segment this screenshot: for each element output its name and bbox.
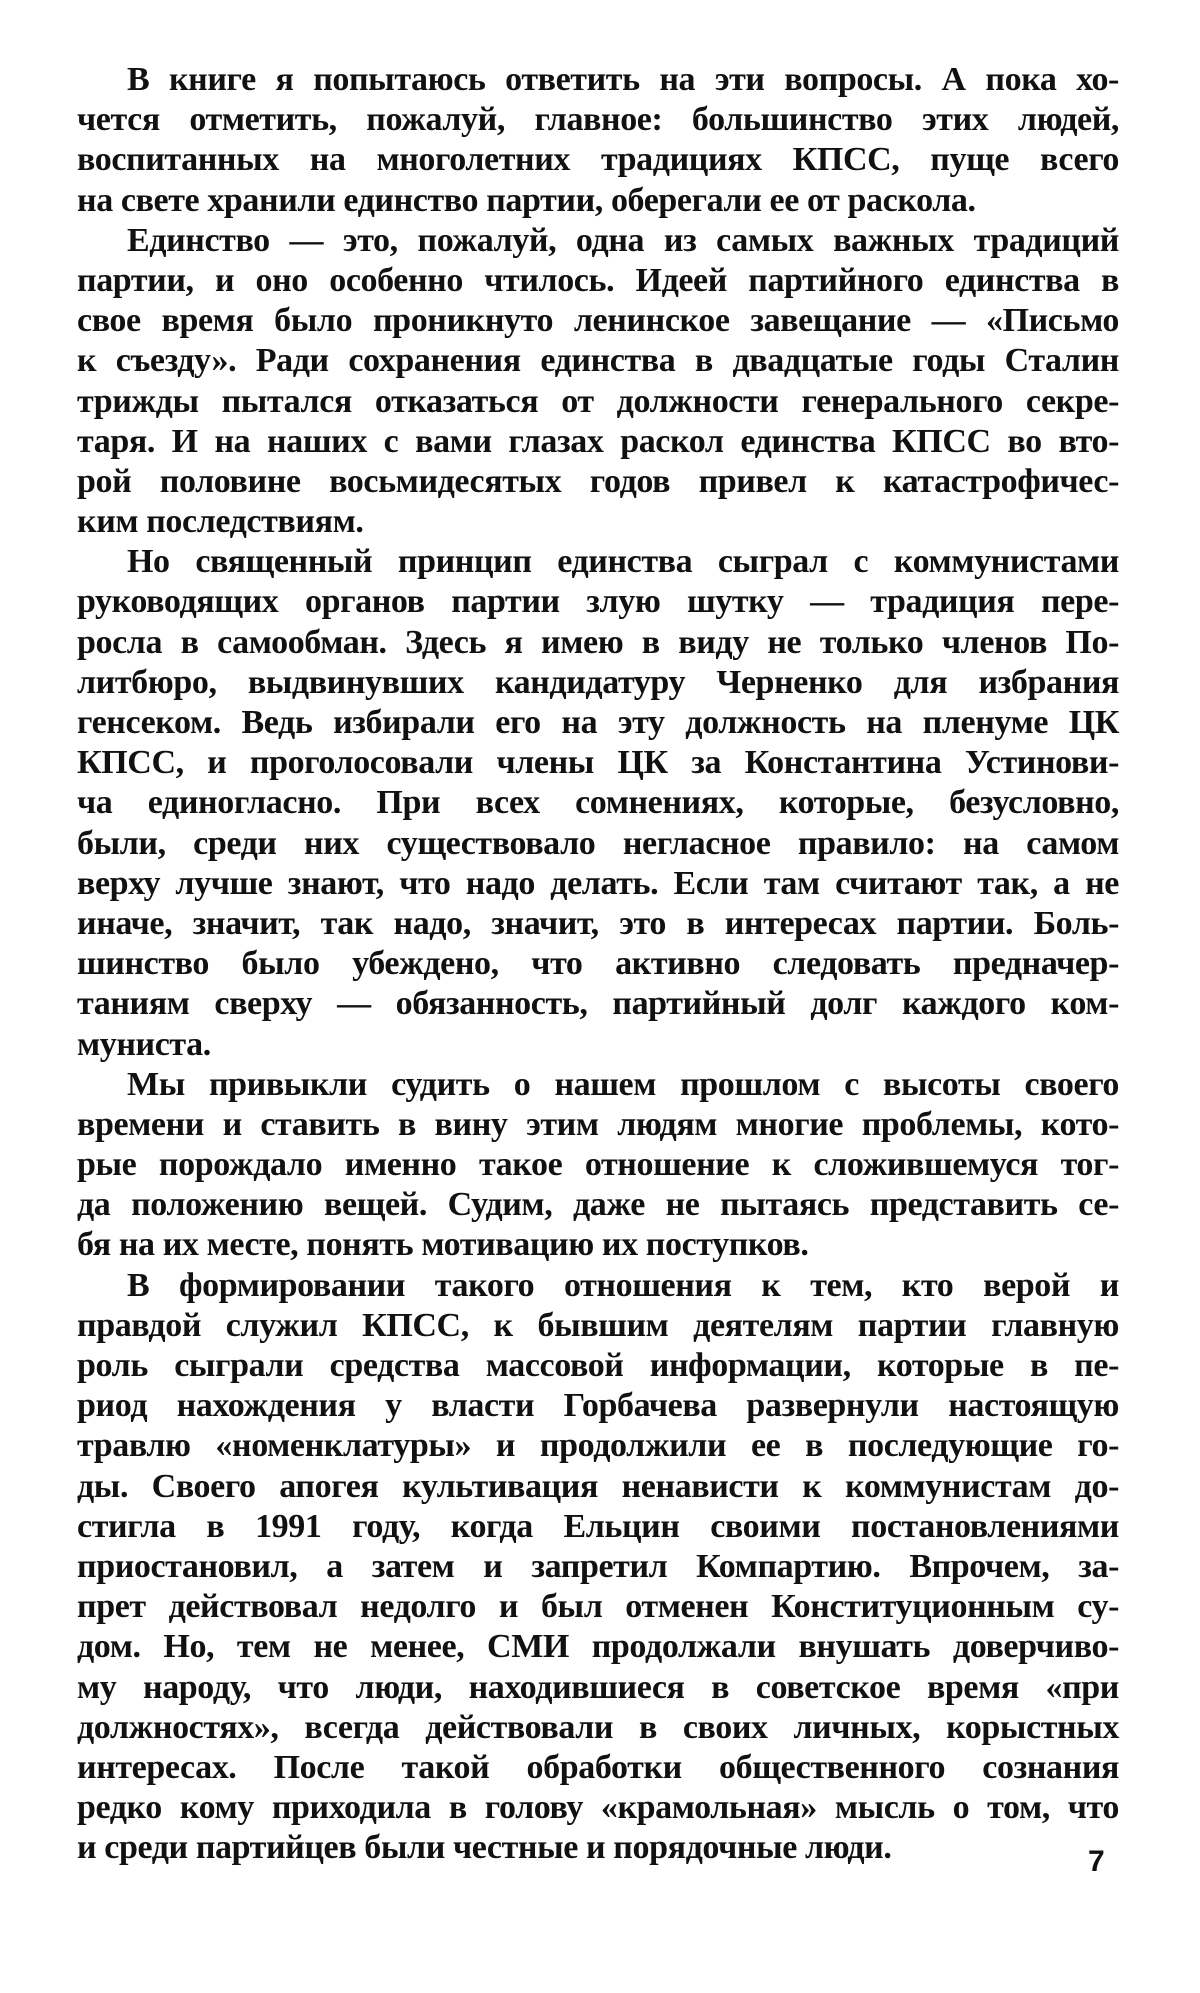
- text-line: ким последствиям.: [77, 503, 364, 541]
- text-line: шинство было убеждено, что активно следовать предначер-: [77, 945, 1119, 983]
- text-line: прет действовал недолго и был отменен Конституционным су-: [77, 1588, 1119, 1626]
- text-line: иначе, значит, так надо, значит, это в интересах партии. Боль-: [77, 904, 1119, 942]
- paragraph: [77, 1266, 1119, 1869]
- text-line: чется отметить, пожалуй, главное: большинство этих людей,: [77, 101, 1119, 139]
- text-line: должностях», всегда действовали в своих личных, корыстных: [77, 1708, 1119, 1746]
- paragraph: [77, 221, 1119, 543]
- text-line: рой половине восьмидесятых годов привел к катастрофичес-: [77, 462, 1119, 500]
- text-line: му народу, что люди, находившиеся в советское время «при: [77, 1668, 1119, 1706]
- text-line: партии, и оно особенно чтилось. Идеей партийного единства в: [77, 261, 1119, 299]
- text-line: бя на их месте, понять мотивацию их поступков.: [77, 1226, 809, 1264]
- text-line: Мы привыкли судить о нашем прошлом с высоты своего: [127, 1065, 1119, 1103]
- text-line: правдой служил КПСС, к бывшим деятелям партии главную: [77, 1306, 1119, 1344]
- text-line: трижды пытался отказаться от должности генерального секре-: [77, 382, 1119, 420]
- text-line: роль сыграли средства массовой информации, которые в пе-: [77, 1347, 1119, 1384]
- text-line: были, среди них существовало негласное правило: на самом: [77, 824, 1119, 862]
- text-line: рые порождало именно такое отношение к сложившемуся тог-: [77, 1146, 1119, 1184]
- paragraph: [77, 1065, 1119, 1266]
- text-line: на свете хранили единство партии, оберегали ее от раскола.: [77, 181, 976, 219]
- text-line: приостановил, а затем и запретил Компартию. Впрочем, за-: [77, 1547, 1119, 1585]
- text-line: литбюро, выдвинувших кандидатуру Черненко для избрания: [77, 663, 1119, 701]
- text-line: интересах. После такой обработки общественного сознания: [77, 1748, 1119, 1786]
- text-line: руководящих органов партии злую шутку — традиция пере-: [77, 583, 1119, 621]
- text-line: КПСС, и проголосовали члены ЦК за Константина Устинови-: [77, 744, 1119, 782]
- text-line: дом. Но, тем не менее, СМИ продолжали внушать доверчиво-: [77, 1628, 1119, 1666]
- text-line: ча единогласно. При всех сомнениях, которые, безусловно,: [77, 784, 1119, 822]
- text-line: ды. Своего апогея культивация ненависти к коммунистам до-: [77, 1467, 1119, 1505]
- text-line: муниста.: [77, 1025, 211, 1063]
- text-line: да положению вещей. Судим, даже не пытаясь представить се-: [77, 1186, 1119, 1224]
- text-line: воспитанных на многолетних традициях КПСС, пуще всего: [77, 141, 1119, 179]
- page-number: 7: [1088, 1845, 1105, 1878]
- text-line: стигла в 1991 году, когда Ельцин своими постановлениями: [77, 1507, 1119, 1545]
- text-line: Единство — это, пожалуй, одна из самых важных традиций: [127, 221, 1119, 259]
- text-line: времени и ставить в вину этим людям многие проблемы, кото-: [77, 1105, 1119, 1143]
- text-line: верху лучше знают, что надо делать. Если там считают так, а не: [77, 864, 1119, 902]
- text-line: В формировании такого отношения к тем, кто верой и: [127, 1266, 1119, 1304]
- text-line: Но священный принцип единства сыграл с коммунистами: [127, 543, 1119, 581]
- body-text: [77, 60, 1119, 1868]
- text-line: риод нахождения у власти Горбачева развернули настоящую: [77, 1387, 1119, 1425]
- text-line: к съезду». Ради сохранения единства в двадцатые годы Сталин: [77, 342, 1119, 380]
- text-line: В книге я попытаюсь ответить на эти вопросы. А пока хо-: [127, 61, 1119, 98]
- text-line: таря. И на наших с вами глазах раскол единства КПСС во вто-: [77, 422, 1119, 460]
- paragraph: [77, 60, 1119, 221]
- text-line: и среди партийцев были честные и порядочные люди.: [77, 1829, 892, 1867]
- text-line: редко кому приходила в голову «крамольная» мысль о том, что: [77, 1789, 1119, 1827]
- text-line: генсеком. Ведь избирали его на эту должность на пленуме ЦК: [77, 704, 1119, 741]
- paragraph: [77, 542, 1119, 1064]
- text-line: таниям сверху — обязанность, партийный долг каждого ком-: [77, 985, 1119, 1023]
- text-line: свое время было проникнуто ленинское завещание — «Письмо: [77, 302, 1119, 340]
- text-line: росла в самообман. Здесь я имею в виду не только членов По-: [77, 623, 1119, 661]
- text-line: травлю «номенклатуры» и продолжили ее в последующие го-: [77, 1427, 1119, 1465]
